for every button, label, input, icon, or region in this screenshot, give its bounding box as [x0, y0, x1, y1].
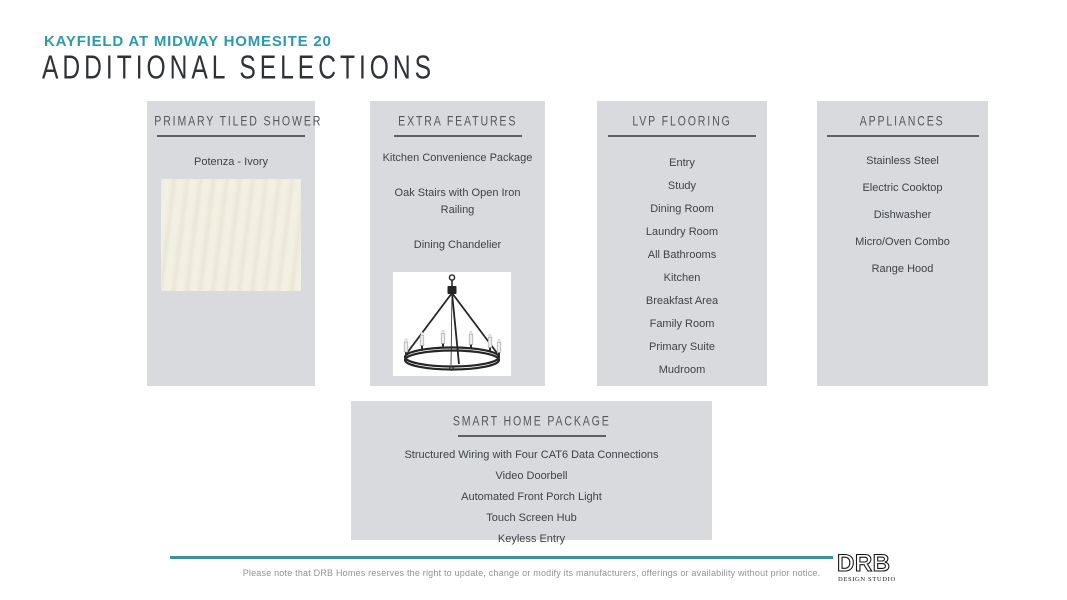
card-smart-home-package — [351, 401, 712, 545]
tile-swatch-image — [161, 179, 301, 291]
list-item: Family Room — [649, 317, 715, 330]
list-item: Kitchen Convenience Package — [382, 151, 533, 164]
card-heading-text: APPLIANCES — [860, 114, 945, 129]
card-appliances — [817, 101, 988, 386]
chandelier-icon — [393, 272, 511, 376]
card-heading — [351, 401, 712, 429]
heading-underline — [827, 135, 979, 137]
card-heading — [370, 101, 545, 129]
list-item: Video Doorbell — [495, 469, 568, 482]
card-heading — [597, 101, 767, 129]
list-item: Dining Room — [650, 202, 714, 215]
card-heading-text: EXTRA FEATURES — [397, 114, 518, 129]
page-title — [42, 49, 489, 86]
card-heading — [817, 101, 988, 129]
appliances-list — [817, 155, 988, 276]
list-item: Dining Chandelier — [413, 238, 502, 251]
card-lvp-flooring — [597, 101, 767, 386]
list-item: Study — [667, 179, 697, 192]
list-item: Stainless Steel — [866, 154, 939, 167]
heading-underline — [394, 135, 522, 137]
list-item: Touch Screen Hub — [486, 511, 577, 524]
drb-logo — [836, 550, 900, 583]
list-item: Primary Suite — [648, 340, 716, 353]
list-item: Dishwasher — [873, 208, 932, 221]
drb-logo-icon — [836, 550, 900, 583]
list-item: Entry — [669, 156, 695, 169]
list-item: Structured Wiring with Four CAT6 Data Connections — [404, 448, 659, 461]
lvp-flooring-list — [597, 152, 767, 382]
card-heading-text: LVP FLOORING — [632, 114, 732, 129]
list-item: Keyless Entry — [497, 532, 566, 545]
drb-logo-text: DRB — [837, 550, 891, 577]
list-item: Breakfast Area — [645, 294, 719, 307]
card-primary-tiled-shower — [147, 101, 323, 386]
list-item: Kitchen — [663, 271, 701, 284]
list-item: All Bathrooms — [647, 248, 717, 261]
list-item: Micro/Oven Combo — [855, 235, 950, 248]
card-heading-text: PRIMARY TILED SHOWER — [154, 114, 323, 129]
list-item: Mudroom — [658, 363, 706, 376]
heading-underline — [157, 135, 305, 137]
list-item: Range Hood — [871, 262, 934, 275]
disclaimer-text: Please note that DRB Homes reserves the right to update, change or modify its manufacturers, offerings or availability without prior notice. — [242, 568, 821, 578]
heading-underline — [608, 135, 756, 137]
card-heading-text: SMART HOME PACKAGE — [452, 414, 611, 429]
page-title-text: ADDITIONAL SELECTIONS — [42, 49, 436, 86]
heading-underline — [458, 435, 606, 437]
list-item: Laundry Room — [645, 225, 719, 238]
card-heading — [147, 101, 323, 129]
card-extra-features — [370, 101, 545, 386]
list-item: Oak Stairs with Open Iron Railing — [394, 186, 521, 216]
chandelier-image — [393, 272, 511, 376]
drb-logo-subtext: DESIGN STUDIO — [838, 576, 896, 583]
smart-home-list — [351, 445, 712, 550]
tile-selection-label: Potenza - Ivory — [194, 155, 268, 168]
extra-features-list — [370, 150, 545, 254]
footer-accent-line — [170, 556, 833, 559]
list-item: Electric Cooktop — [862, 181, 943, 194]
list-item: Automated Front Porch Light — [461, 490, 602, 503]
community-homesite-subtitle: KAYFIELD AT MIDWAY HOMESITE 20 — [44, 33, 332, 50]
